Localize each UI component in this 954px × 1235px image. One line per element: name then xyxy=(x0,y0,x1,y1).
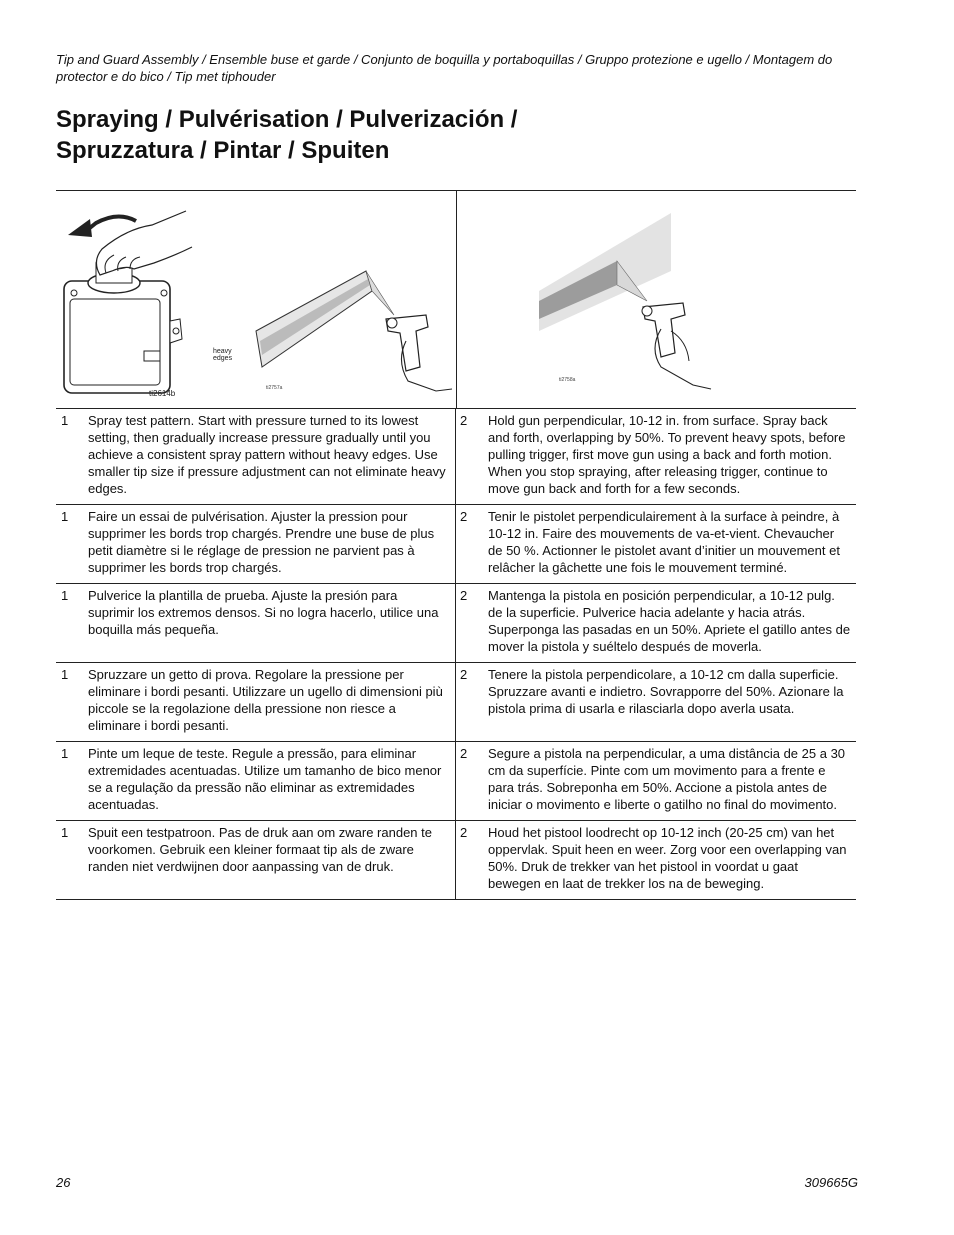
step-text: Faire un essai de pulvérisation. Ajuster la pression pour supprimer les bords trop chargés. Prendre une buse de plus petit diamètre si le réglage de pression ne parvient pas à supprimer les bords trop chargés. xyxy=(88,509,435,575)
step-number: 1 xyxy=(61,588,69,603)
step-text: Tenere la pistola perpendicolare, a 10-12 cm dalla superficie. Spruzzare avanti e indietro. Sovrapporre del 50%. Azionare la pistola prima di usarla e rilasciarla dopo averla usata. xyxy=(488,667,844,716)
heavy-edges-label-1: heavy xyxy=(213,348,232,355)
step-number: 1 xyxy=(61,509,69,524)
pressure-test-illustration xyxy=(56,191,456,408)
page-title-line-2: Spruzzatura / Pintar / Spuiten xyxy=(56,137,390,164)
step-text: Pinte um leque de teste. Regule a pressão, para eliminar extremidades acentuadas. Utilize um tamanho de bico menor se a regulação da pressão não eliminar as extremidades acentuadas. xyxy=(88,746,442,812)
step-row-dutch xyxy=(56,821,856,899)
figure-spray-technique xyxy=(457,191,857,408)
step-text: Hold gun perpendicular, 10-12 in. from surface. Spray back and forth, overlapping by 50%. To prevent heavy spots, before pulling trigger, first move gun using a back and forth motion. When you stop spraying, after releasing trigger, continue to move gun back and forth for a few seconds. xyxy=(488,413,846,496)
step-number: 2 xyxy=(460,825,468,840)
figure-small-ref-left: ti2757a xyxy=(266,385,283,391)
instruction-table xyxy=(56,190,856,900)
step-row-french xyxy=(56,505,856,584)
step-number: 2 xyxy=(460,667,468,682)
page-number: 26 xyxy=(56,1175,71,1190)
hand-illustration xyxy=(96,211,192,275)
step-text: Pulverice la plantilla de prueba. Ajuste la presión para suprimir los extremos densos. Si no logra hacerlo, utilice una boquilla más pequeña. xyxy=(88,588,439,637)
step-row-italian xyxy=(56,663,856,742)
running-header: Tip and Guard Assembly / Ensemble buse et garde / Conjunto de boquilla y portaboquillas / Gruppo protezione e ugello / Montagem do protector e do bico / Tip met tiphouder xyxy=(56,52,833,84)
step-number: 1 xyxy=(61,746,69,761)
step-row-portuguese xyxy=(56,742,856,821)
step-text: Spruzzare un getto di prova. Regolare la pressione per eliminare i bordi pesanti. Utilizzare un ugello di dimensioni più piccole se la regolazione della pressione non riesce a eliminare i bordi pesanti. xyxy=(88,667,443,733)
step-row-spanish xyxy=(56,584,856,663)
step-text: Spuit een testpatroon. Pas de druk aan om zware randen te voorkomen. Gebruik een kleiner formaat tip als de zware randen niet verdwijnen door aanpassing van de druk. xyxy=(88,825,432,874)
spray-technique-illustration xyxy=(457,191,857,408)
page-title xyxy=(56,104,856,166)
step-text: Houd het pistool loodrecht op 10-12 inch (20-25 cm) van het oppervlak. Spuit heen en weer. Zorg voor een overlapping van 50%. Druk de trekker van het pistool in voordat u gaat bewegen en laat de trekker los na de beweging. xyxy=(488,825,847,891)
step-text: Mantenga la pistola en posición perpendicular, a 10-12 pulg. de la superficie. Pulverice hacia adelante y hacia atrás. Superponga las pasadas en un 50%. Apriete el gatillo antes de mover la pistola y suéltelo después de moverla. xyxy=(488,588,851,654)
step-number: 1 xyxy=(61,825,69,840)
step-text: Tenir le pistolet perpendiculairement à la surface à peindre, à 10-12 in. Faire des mouvements de va-et-vient. Chevaucher de 50 %. Actionner le pistolet avant d’initier un mouvement et relâcher la gâchette une fois le mouvement terminé. xyxy=(488,509,840,575)
step-row-english xyxy=(56,409,856,505)
step-number: 2 xyxy=(460,746,468,761)
step-number: 2 xyxy=(460,588,468,603)
heavy-edges-label-2: edges xyxy=(213,355,233,362)
figure-pressure-test xyxy=(56,191,457,408)
figure-row xyxy=(56,191,856,409)
step-number: 1 xyxy=(61,667,69,682)
step-number: 1 xyxy=(61,413,69,428)
step-number: 2 xyxy=(460,509,468,524)
document-number: 309665G xyxy=(804,1175,858,1190)
step-text: Spray test pattern. Start with pressure turned to its lowest setting, then gradually increase pressure gradually until you achieve a consistent spray pattern without heavy edges. Use smaller tip size if pressure adjustment can not eliminate heavy edges. xyxy=(88,413,446,496)
step-number: 2 xyxy=(460,413,468,428)
page-title-line-1: Spraying / Pulvérisation / Pulverización / xyxy=(56,106,518,133)
figure-ref-left: ti2614b xyxy=(149,389,176,398)
figure-ref-right: ti2758a xyxy=(558,377,575,383)
arrow-head xyxy=(68,219,92,237)
step-text: Segure a pistola na perpendicular, a uma distância de 25 a 30 cm da superfície. Pinte com um movimento para a frente e para trás. Sobreponha em 50%. Accione a pistola antes de iniciar o movimento e liberte o gatilho no final do movimento. xyxy=(488,746,846,812)
pump-box xyxy=(64,281,170,393)
rotate-arrow-icon xyxy=(86,216,136,231)
